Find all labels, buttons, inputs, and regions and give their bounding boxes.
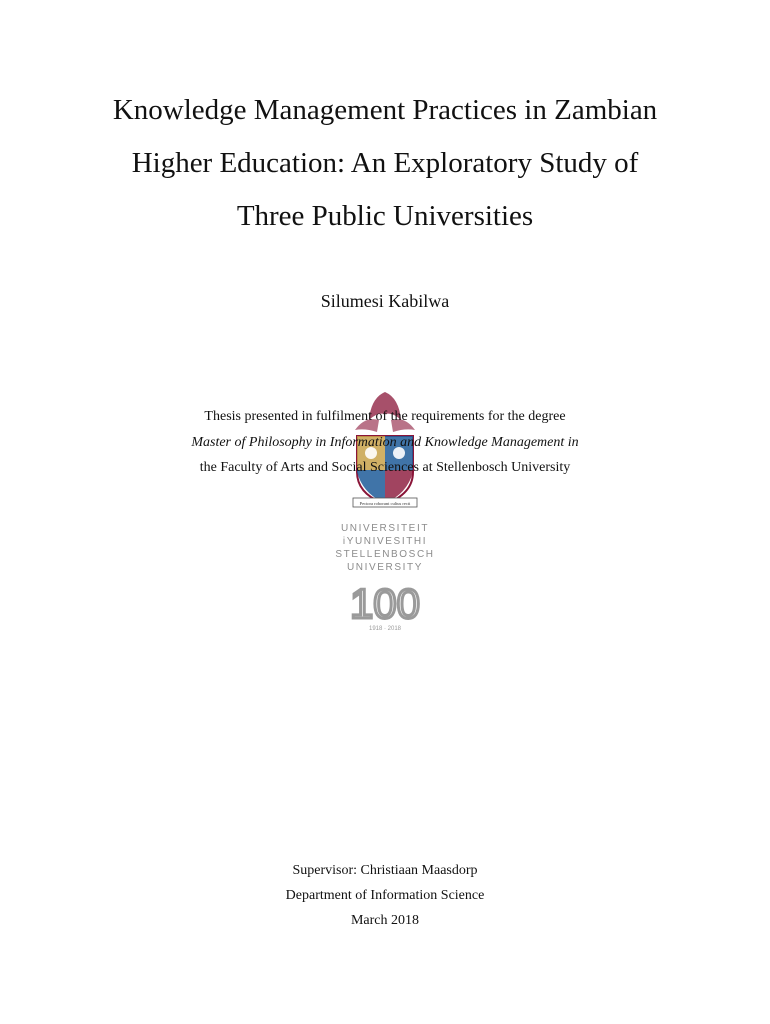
wordmark-line-3: STELLENBOSCH — [335, 549, 435, 560]
title-line-2: Higher Education: An Exploratory Study of — [131, 147, 639, 179]
submission-date: March 2018 — [350, 913, 420, 928]
crest-motto: Pectora roborant cultus recti — [359, 501, 411, 506]
wordmark-line-4: UNIVERSITY — [346, 562, 424, 573]
title-line-1: Knowledge Management Practices in Zambian — [112, 94, 658, 126]
author-name: Silumesi Kabilwa — [320, 291, 450, 311]
thesis-line-3: the Faculty of Arts and Social Sciences at Stellenbosch University — [199, 460, 571, 475]
wordmark-line-2: iYUNIVESITHI — [342, 536, 428, 547]
thesis-line-2: Master of Philosophy in Information and Knowledge Management in — [191, 434, 579, 450]
wordmark-line-1: UNIVERSITEIT — [340, 523, 430, 534]
supervisor: Supervisor: Christiaan Maasdorp — [292, 863, 478, 878]
thesis-title — [0, 84, 770, 243]
title-page-footer — [0, 858, 770, 933]
thesis-line-1: Thesis presented in fulfilment of the requirements for the degree — [204, 409, 566, 424]
centenary-years: 1918 · 2018 — [368, 626, 402, 632]
department: Department of Information Science — [285, 888, 485, 903]
centenary-mark: 100 — [349, 580, 421, 627]
title-line-3: Three Public Universities — [236, 200, 534, 232]
thesis-statement — [0, 404, 770, 481]
